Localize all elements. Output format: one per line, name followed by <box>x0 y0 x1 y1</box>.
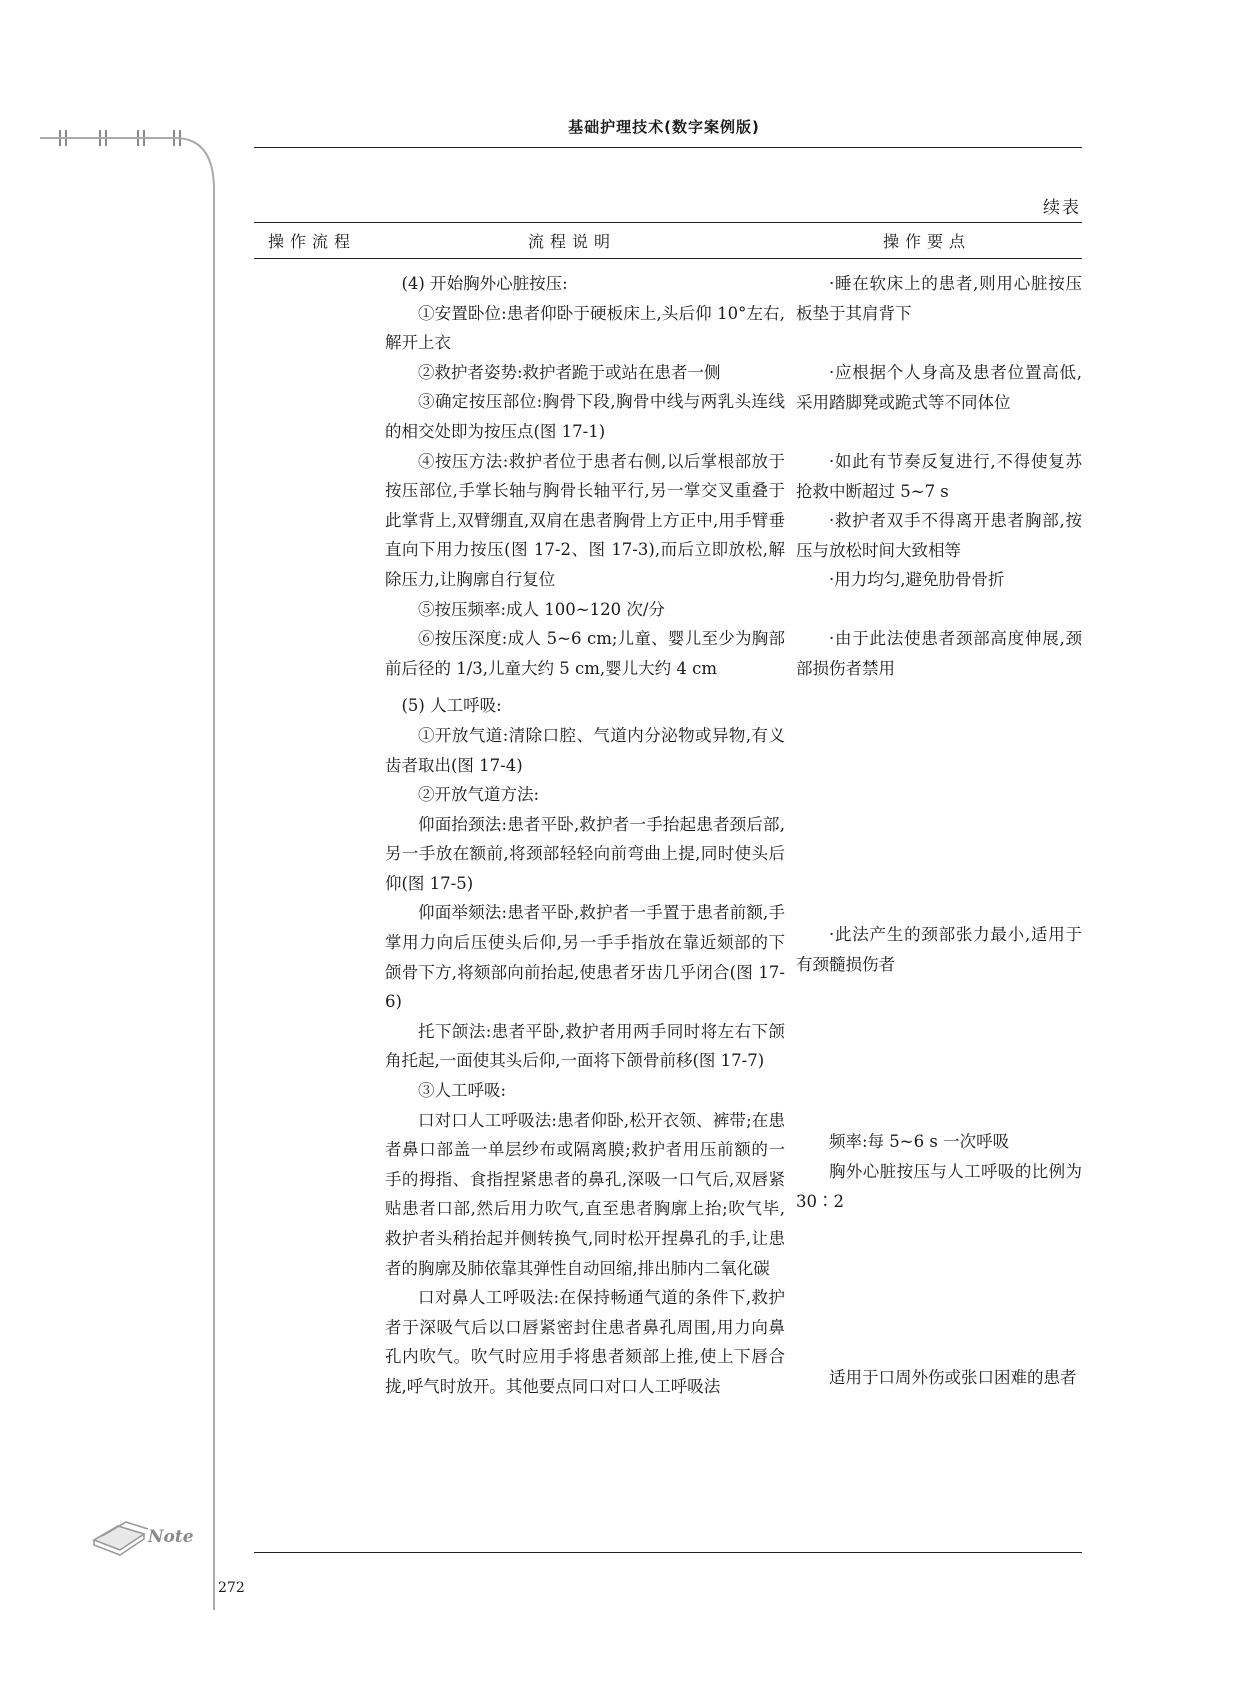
column-header-key-points: 操作要点 <box>882 232 971 251</box>
key-point-item: ·睡在软床上的患者,则用心脏按压板垫于其肩背下 <box>796 274 1082 323</box>
description-paragraph: 口对口人工呼吸法:患者仰卧,松开衣领、裤带;在患者鼻口部盖一单层纱布或隔离膜;救护者用压前额的一手的拇指、食指捏紧患者的鼻孔,深吸一口气后,双唇紧贴患者口部,然后用力吹气,直至患者胸廓上抬;吹气毕,救护者头稍抬起并侧转换气,同时松开捏鼻孔的手,让患者的胸廓及肺依靠其弹性自动回缩,排出肺内二氧化碳 <box>385 1110 785 1278</box>
description-paragraph: ②救护者姿势:救护者跪于或站在患者一侧 <box>418 362 721 382</box>
description-paragraph: ①开放气道:清除口腔、气道内分泌物或异物,有义齿者取出(图 17-4) <box>385 725 785 775</box>
table-bottom-rule <box>254 1552 1082 1553</box>
description-column <box>385 269 785 1402</box>
description-paragraph: 仰面举颏法:患者平卧,救护者一手置于患者前额,手掌用力向后压使头后仰,另一手手指放在靠近颏部的下颌骨下方,将颏部向前抬起,使患者牙齿几乎闭合(图 17-6) <box>385 903 785 1012</box>
key-point-item: 适用于口周外伤或张口困难的患者 <box>829 1368 1077 1387</box>
description-paragraph: (5) 人工呼吸: <box>401 696 502 716</box>
key-point-item: 频率:每 5~6 s 一次呼吸 <box>829 1132 1010 1151</box>
page-header-title: 基础护理技术(数字案例版) <box>568 118 760 136</box>
key-point-item: ·救护者双手不得离开患者胸部,按压与放松时间大致相等 <box>796 511 1082 560</box>
procedure-table <box>254 222 1082 1581</box>
note-book-icon <box>88 1512 196 1558</box>
description-paragraph: ⑥按压深度:成人 5~6 cm;儿童、婴儿至少为胸部前后径的 1/3,儿童大约 5 cm,婴儿大约 4 cm <box>385 629 785 678</box>
margin-decoration <box>0 130 240 1610</box>
key-point-item: 胸外心脏按压与人工呼吸的比例为 30∶2 <box>796 1162 1082 1211</box>
table-header-row <box>254 223 1082 259</box>
description-paragraph: 口对鼻人工呼吸法:在保持畅通气道的条件下,救护者于深吸气后以口唇紧密封住患者鼻孔周围,用力向鼻孔内吹气。吹气时应用手将患者颏部上推,使上下唇合拢,呼气时放开。其他要点同口对口人工呼吸法 <box>385 1288 785 1396</box>
description-paragraph: ⑤按压频率:成人 100~120 次/分 <box>418 599 665 619</box>
note-label: Note <box>148 1527 194 1547</box>
description-paragraph: ②开放气道方法: <box>418 785 540 805</box>
column-header-description: 流程说明 <box>527 232 616 251</box>
description-paragraph: ③人工呼吸: <box>418 1081 507 1101</box>
table-body <box>254 259 1082 1581</box>
description-paragraph: 托下颌法:患者平卧,救护者用两手同时将左右下颌角托起,一面使其头后仰,一面将下颌骨前移(图 17-7) <box>385 1021 785 1071</box>
key-point-item: ·如此有节奏反复进行,不得使复苏抢救中断超过 5~7 s <box>796 452 1082 501</box>
key-point-item: ·用力均匀,避免肋骨骨折 <box>829 570 1005 589</box>
description-paragraph: (4) 开始胸外心脏按压: <box>401 274 568 293</box>
key-point-item: ·由于此法使患者颈部高度伸展,颈部损伤者禁用 <box>796 629 1082 678</box>
description-paragraph: ①安置卧位:患者仰卧于硬板床上,头后仰 10°左右,解开上衣 <box>385 303 785 353</box>
margin-guide-line <box>40 138 214 1610</box>
description-paragraph: 仰面抬颈法:患者平卧,救护者一手抬起患者颈后部,另一手放在额前,将颈部轻轻向前弯曲上提,同时使头后仰(图 17-5) <box>385 814 785 893</box>
description-paragraph: ④按压方法:救护者位于患者右侧,以后掌根部放于按压部位,手掌长轴与胸骨长轴平行,另一掌交叉重叠于此掌背上,双臂绷直,双肩在患者胸骨上方正中,用手臂垂直向下用力按压(图 17-2、图 17-3),而后立即放松,解除压力,让胸廓自行复位 <box>385 451 785 589</box>
column-header-step: 操作流程 <box>268 232 357 251</box>
continued-table-label: 续表 <box>1043 198 1081 218</box>
key-point-item: ·此法产生的颈部张力最小,适用于有颈髓损伤者 <box>796 925 1082 974</box>
page-number: 272 <box>218 1580 245 1596</box>
description-paragraph: ③确定按压部位:胸骨下段,胸骨中线与两乳头连线的相交处即为按压点(图 17-1) <box>385 392 785 441</box>
key-point-item: ·应根据个人身高及患者位置高低,采用踏脚凳或跪式等不同体位 <box>796 363 1082 412</box>
header-rule <box>254 147 1082 148</box>
